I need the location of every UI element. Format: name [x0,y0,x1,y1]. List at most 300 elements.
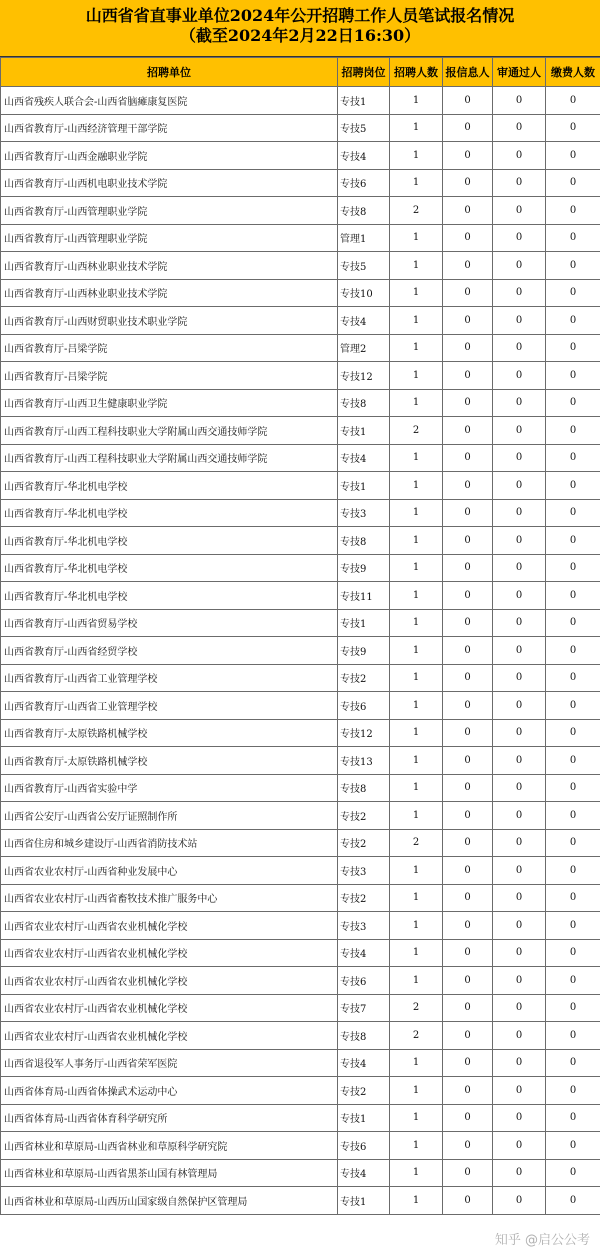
cell-submitted: 0 [443,499,493,527]
cell-position: 专技4 [338,1159,390,1187]
cell-approved: 0 [493,802,546,830]
cell-quota: 1 [390,224,443,252]
cell-submitted: 0 [443,884,493,912]
table-row [1,747,600,775]
cell-unit: 山西省农业农村厅-山西省农业机械化学校 [1,994,338,1022]
table-row [1,224,600,252]
cell-quota: 1 [390,334,443,362]
cell-approved: 0 [493,527,546,555]
cell-unit: 山西省教育厅-吕梁学院 [1,362,338,390]
table-row [1,554,600,582]
cell-submitted: 0 [443,224,493,252]
cell-paid: 0 [546,609,600,637]
cell-paid: 0 [546,87,600,115]
cell-position: 专技2 [338,802,390,830]
table-row [1,1159,600,1187]
cell-paid: 0 [546,417,600,445]
cell-quota: 2 [390,417,443,445]
cell-paid: 0 [546,582,600,610]
table-row [1,444,600,472]
cell-unit: 山西省农业农村厅-山西省农业机械化学校 [1,1022,338,1050]
cell-submitted: 0 [443,747,493,775]
cell-submitted: 0 [443,692,493,720]
cell-unit: 山西省农业农村厅-山西省农业机械化学校 [1,939,338,967]
cell-position: 专技2 [338,884,390,912]
cell-unit: 山西省教育厅-华北机电学校 [1,582,338,610]
cell-position: 专技4 [338,444,390,472]
cell-approved: 0 [493,362,546,390]
cell-position: 专技2 [338,829,390,857]
table-row [1,857,600,885]
cell-paid: 0 [546,444,600,472]
cell-quota: 1 [390,1049,443,1077]
cell-unit: 山西省教育厅-华北机电学校 [1,499,338,527]
cell-approved: 0 [493,224,546,252]
cell-paid: 0 [546,362,600,390]
watermark: 知乎 @启公公考 [494,1233,590,1248]
table-row [1,1132,600,1160]
cell-submitted: 0 [443,169,493,197]
cell-paid: 0 [546,719,600,747]
cell-approved: 0 [493,307,546,335]
cell-quota: 1 [390,609,443,637]
table-row [1,692,600,720]
cell-approved: 0 [493,1022,546,1050]
cell-approved: 0 [493,87,546,115]
cell-paid: 0 [546,334,600,362]
cell-approved: 0 [493,1132,546,1160]
cell-position: 专技1 [338,1104,390,1132]
cell-approved: 0 [493,1077,546,1105]
header-quota: 招聘人数 [390,58,443,87]
cell-unit: 山西省教育厅-山西经济管理干部学院 [1,114,338,142]
cell-submitted: 0 [443,197,493,225]
cell-paid: 0 [546,1077,600,1105]
cell-position: 专技8 [338,197,390,225]
table-row [1,1104,600,1132]
cell-paid: 0 [546,169,600,197]
cell-unit: 山西省教育厅-山西财贸职业技术职业学院 [1,307,338,335]
cell-paid: 0 [546,1132,600,1160]
cell-position: 专技5 [338,114,390,142]
cell-submitted: 0 [443,609,493,637]
cell-approved: 0 [493,197,546,225]
cell-quota: 1 [390,554,443,582]
cell-approved: 0 [493,857,546,885]
cell-submitted: 0 [443,279,493,307]
cell-quota: 1 [390,114,443,142]
cell-position: 专技4 [338,1049,390,1077]
cell-quota: 1 [390,444,443,472]
cell-position: 专技8 [338,389,390,417]
cell-position: 专技3 [338,912,390,940]
cell-submitted: 0 [443,444,493,472]
table-row [1,169,600,197]
header-position: 招聘岗位 [338,58,390,87]
cell-approved: 0 [493,884,546,912]
header-submitted: 报信息人 [443,58,493,87]
cell-approved: 0 [493,389,546,417]
table-row [1,499,600,527]
cell-approved: 0 [493,444,546,472]
cell-position: 专技9 [338,637,390,665]
cell-paid: 0 [546,912,600,940]
cell-paid: 0 [546,307,600,335]
cell-quota: 1 [390,527,443,555]
cell-unit: 山西省林业和草原局-山西历山国家级自然保护区管理局 [1,1187,338,1215]
registration-table [0,57,600,1215]
cell-approved: 0 [493,664,546,692]
cell-position: 专技3 [338,499,390,527]
table-row [1,279,600,307]
cell-paid: 0 [546,774,600,802]
cell-position: 专技8 [338,527,390,555]
table-row [1,197,600,225]
cell-unit: 山西省住房和城乡建设厅-山西省消防技术站 [1,829,338,857]
cell-unit: 山西省体育局-山西省体育科学研究所 [1,1104,338,1132]
cell-position: 专技13 [338,747,390,775]
cell-submitted: 0 [443,1022,493,1050]
cell-quota: 2 [390,994,443,1022]
cell-paid: 0 [546,664,600,692]
cell-approved: 0 [493,719,546,747]
cell-position: 专技7 [338,994,390,1022]
cell-submitted: 0 [443,1132,493,1160]
cell-paid: 0 [546,554,600,582]
cell-paid: 0 [546,967,600,995]
cell-position: 管理2 [338,334,390,362]
cell-paid: 0 [546,472,600,500]
cell-submitted: 0 [443,334,493,362]
table-row [1,637,600,665]
cell-approved: 0 [493,1187,546,1215]
cell-position: 专技12 [338,719,390,747]
cell-quota: 1 [390,142,443,170]
cell-approved: 0 [493,774,546,802]
cell-submitted: 0 [443,637,493,665]
cell-quota: 2 [390,1022,443,1050]
cell-quota: 1 [390,472,443,500]
cell-unit: 山西省教育厅-山西省贸易学校 [1,609,338,637]
cell-approved: 0 [493,829,546,857]
cell-quota: 1 [390,967,443,995]
cell-submitted: 0 [443,857,493,885]
table-row [1,87,600,115]
cell-quota: 1 [390,169,443,197]
cell-unit: 山西省农业农村厅-山西省畜牧技术推广服务中心 [1,884,338,912]
table-row [1,1022,600,1050]
cell-quota: 2 [390,197,443,225]
cell-submitted: 0 [443,417,493,445]
cell-approved: 0 [493,939,546,967]
cell-submitted: 0 [443,719,493,747]
cell-unit: 山西省体育局-山西省体操武术运动中心 [1,1077,338,1105]
cell-position: 专技1 [338,417,390,445]
cell-paid: 0 [546,1022,600,1050]
cell-approved: 0 [493,1049,546,1077]
cell-position: 专技6 [338,169,390,197]
cell-paid: 0 [546,1159,600,1187]
cell-unit: 山西省教育厅-山西省工业管理学校 [1,664,338,692]
cell-approved: 0 [493,1104,546,1132]
cell-submitted: 0 [443,1187,493,1215]
cell-quota: 1 [390,664,443,692]
cell-position: 专技1 [338,472,390,500]
cell-submitted: 0 [443,582,493,610]
cell-paid: 0 [546,252,600,280]
table-row [1,1187,600,1215]
cell-approved: 0 [493,692,546,720]
cell-unit: 山西省退役军人事务厅-山西省荣军医院 [1,1049,338,1077]
cell-quota: 2 [390,829,443,857]
header-unit: 招聘单位 [1,58,338,87]
cell-unit: 山西省教育厅-吕梁学院 [1,334,338,362]
cell-position: 专技12 [338,362,390,390]
cell-quota: 1 [390,307,443,335]
cell-quota: 1 [390,884,443,912]
cell-position: 专技2 [338,1077,390,1105]
cell-quota: 1 [390,939,443,967]
cell-paid: 0 [546,802,600,830]
cell-quota: 1 [390,87,443,115]
cell-quota: 1 [390,1159,443,1187]
table-row [1,389,600,417]
cell-quota: 1 [390,747,443,775]
cell-submitted: 0 [443,114,493,142]
cell-paid: 0 [546,1104,600,1132]
cell-paid: 0 [546,1049,600,1077]
cell-paid: 0 [546,224,600,252]
table-row [1,334,600,362]
cell-position: 专技1 [338,609,390,637]
cell-submitted: 0 [443,939,493,967]
table-row [1,1049,600,1077]
cell-position: 专技4 [338,142,390,170]
cell-paid: 0 [546,747,600,775]
cell-quota: 1 [390,1104,443,1132]
header-approved: 审通过人 [493,58,546,87]
cell-quota: 1 [390,582,443,610]
cell-unit: 山西省教育厅-太原铁路机械学校 [1,719,338,747]
cell-quota: 1 [390,802,443,830]
cell-submitted: 0 [443,994,493,1022]
cell-approved: 0 [493,609,546,637]
cell-unit: 山西省林业和草原局-山西省黑茶山国有林管理局 [1,1159,338,1187]
cell-unit: 山西省教育厅-山西省实验中学 [1,774,338,802]
cell-position: 专技6 [338,967,390,995]
cell-quota: 1 [390,1187,443,1215]
cell-paid: 0 [546,499,600,527]
cell-submitted: 0 [443,472,493,500]
table-row [1,912,600,940]
cell-submitted: 0 [443,252,493,280]
cell-approved: 0 [493,472,546,500]
cell-unit: 山西省教育厅-华北机电学校 [1,472,338,500]
cell-paid: 0 [546,994,600,1022]
cell-quota: 1 [390,499,443,527]
cell-approved: 0 [493,994,546,1022]
table-row [1,142,600,170]
cell-approved: 0 [493,334,546,362]
cell-unit: 山西省教育厅-太原铁路机械学校 [1,747,338,775]
table-row [1,774,600,802]
cell-position: 专技6 [338,692,390,720]
cell-position: 专技5 [338,252,390,280]
cell-position: 管理1 [338,224,390,252]
cell-quota: 1 [390,1132,443,1160]
cell-submitted: 0 [443,802,493,830]
cell-unit: 山西省教育厅-山西林业职业技术学院 [1,252,338,280]
cell-approved: 0 [493,279,546,307]
table-row [1,994,600,1022]
cell-approved: 0 [493,912,546,940]
cell-unit: 山西省教育厅-山西管理职业学院 [1,197,338,225]
cell-quota: 1 [390,719,443,747]
table-row [1,417,600,445]
cell-position: 专技4 [338,939,390,967]
cell-approved: 0 [493,252,546,280]
table-row [1,362,600,390]
cell-unit: 山西省残疾人联合会-山西省脑瘫康复医院 [1,87,338,115]
cell-submitted: 0 [443,142,493,170]
cell-paid: 0 [546,829,600,857]
cell-submitted: 0 [443,774,493,802]
cell-unit: 山西省教育厅-山西管理职业学院 [1,224,338,252]
cell-unit: 山西省公安厅-山西省公安厅证照制作所 [1,802,338,830]
cell-unit: 山西省教育厅-山西机电职业技术学院 [1,169,338,197]
cell-quota: 1 [390,252,443,280]
table-row [1,252,600,280]
cell-approved: 0 [493,417,546,445]
cell-position: 专技11 [338,582,390,610]
cell-paid: 0 [546,389,600,417]
header-paid: 缴费人数 [546,58,600,87]
cell-position: 专技6 [338,1132,390,1160]
cell-approved: 0 [493,637,546,665]
page-subtitle: （截至2024年2月22日16:30） [179,26,421,45]
cell-position: 专技4 [338,307,390,335]
cell-approved: 0 [493,747,546,775]
table-row [1,1077,600,1105]
table-row [1,829,600,857]
cell-paid: 0 [546,142,600,170]
cell-submitted: 0 [443,664,493,692]
cell-approved: 0 [493,499,546,527]
cell-unit: 山西省教育厅-山西工程科技职业大学附属山西交通技师学院 [1,417,338,445]
cell-submitted: 0 [443,554,493,582]
table-row [1,609,600,637]
cell-unit: 山西省教育厅-山西省工业管理学校 [1,692,338,720]
cell-quota: 1 [390,362,443,390]
cell-approved: 0 [493,142,546,170]
cell-quota: 1 [390,912,443,940]
table-row [1,719,600,747]
cell-unit: 山西省教育厅-山西金融职业学院 [1,142,338,170]
table-row [1,582,600,610]
table-row [1,472,600,500]
table-row [1,307,600,335]
cell-paid: 0 [546,692,600,720]
cell-position: 专技2 [338,664,390,692]
cell-quota: 1 [390,389,443,417]
cell-paid: 0 [546,884,600,912]
cell-unit: 山西省教育厅-华北机电学校 [1,554,338,582]
cell-position: 专技8 [338,774,390,802]
cell-position: 专技1 [338,87,390,115]
cell-submitted: 0 [443,87,493,115]
page-title: 山西省省直事业单位2024年公开招聘工作人员笔试报名情况 [85,6,515,25]
cell-paid: 0 [546,527,600,555]
cell-position: 专技3 [338,857,390,885]
cell-paid: 0 [546,939,600,967]
title-banner [0,0,600,57]
cell-submitted: 0 [443,527,493,555]
cell-unit: 山西省教育厅-山西工程科技职业大学附属山西交通技师学院 [1,444,338,472]
cell-quota: 1 [390,637,443,665]
table-row [1,527,600,555]
cell-approved: 0 [493,114,546,142]
cell-paid: 0 [546,279,600,307]
table-row [1,802,600,830]
cell-submitted: 0 [443,1159,493,1187]
cell-unit: 山西省教育厅-华北机电学校 [1,527,338,555]
header-row [1,58,600,87]
cell-paid: 0 [546,857,600,885]
cell-approved: 0 [493,554,546,582]
table-row [1,114,600,142]
cell-submitted: 0 [443,1104,493,1132]
cell-unit: 山西省农业农村厅-山西省种业发展中心 [1,857,338,885]
cell-submitted: 0 [443,912,493,940]
cell-unit: 山西省教育厅-山西卫生健康职业学院 [1,389,338,417]
cell-approved: 0 [493,169,546,197]
cell-submitted: 0 [443,829,493,857]
cell-unit: 山西省教育厅-山西省经贸学校 [1,637,338,665]
cell-approved: 0 [493,582,546,610]
cell-paid: 0 [546,197,600,225]
cell-submitted: 0 [443,1077,493,1105]
cell-unit: 山西省林业和草原局-山西省林业和草原科学研究院 [1,1132,338,1160]
table-row [1,967,600,995]
cell-submitted: 0 [443,1049,493,1077]
cell-approved: 0 [493,967,546,995]
cell-quota: 1 [390,857,443,885]
cell-unit: 山西省农业农村厅-山西省农业机械化学校 [1,912,338,940]
cell-submitted: 0 [443,362,493,390]
cell-quota: 1 [390,279,443,307]
cell-quota: 1 [390,692,443,720]
cell-paid: 0 [546,114,600,142]
cell-paid: 0 [546,637,600,665]
table-body [1,87,600,1215]
cell-position: 专技8 [338,1022,390,1050]
cell-submitted: 0 [443,307,493,335]
cell-position: 专技1 [338,1187,390,1215]
table-row [1,939,600,967]
cell-quota: 1 [390,1077,443,1105]
cell-unit: 山西省农业农村厅-山西省农业机械化学校 [1,967,338,995]
cell-unit: 山西省教育厅-山西林业职业技术学院 [1,279,338,307]
cell-quota: 1 [390,774,443,802]
table-row [1,884,600,912]
cell-paid: 0 [546,1187,600,1215]
cell-position: 专技9 [338,554,390,582]
cell-submitted: 0 [443,389,493,417]
cell-submitted: 0 [443,967,493,995]
cell-position: 专技10 [338,279,390,307]
table-row [1,664,600,692]
cell-approved: 0 [493,1159,546,1187]
